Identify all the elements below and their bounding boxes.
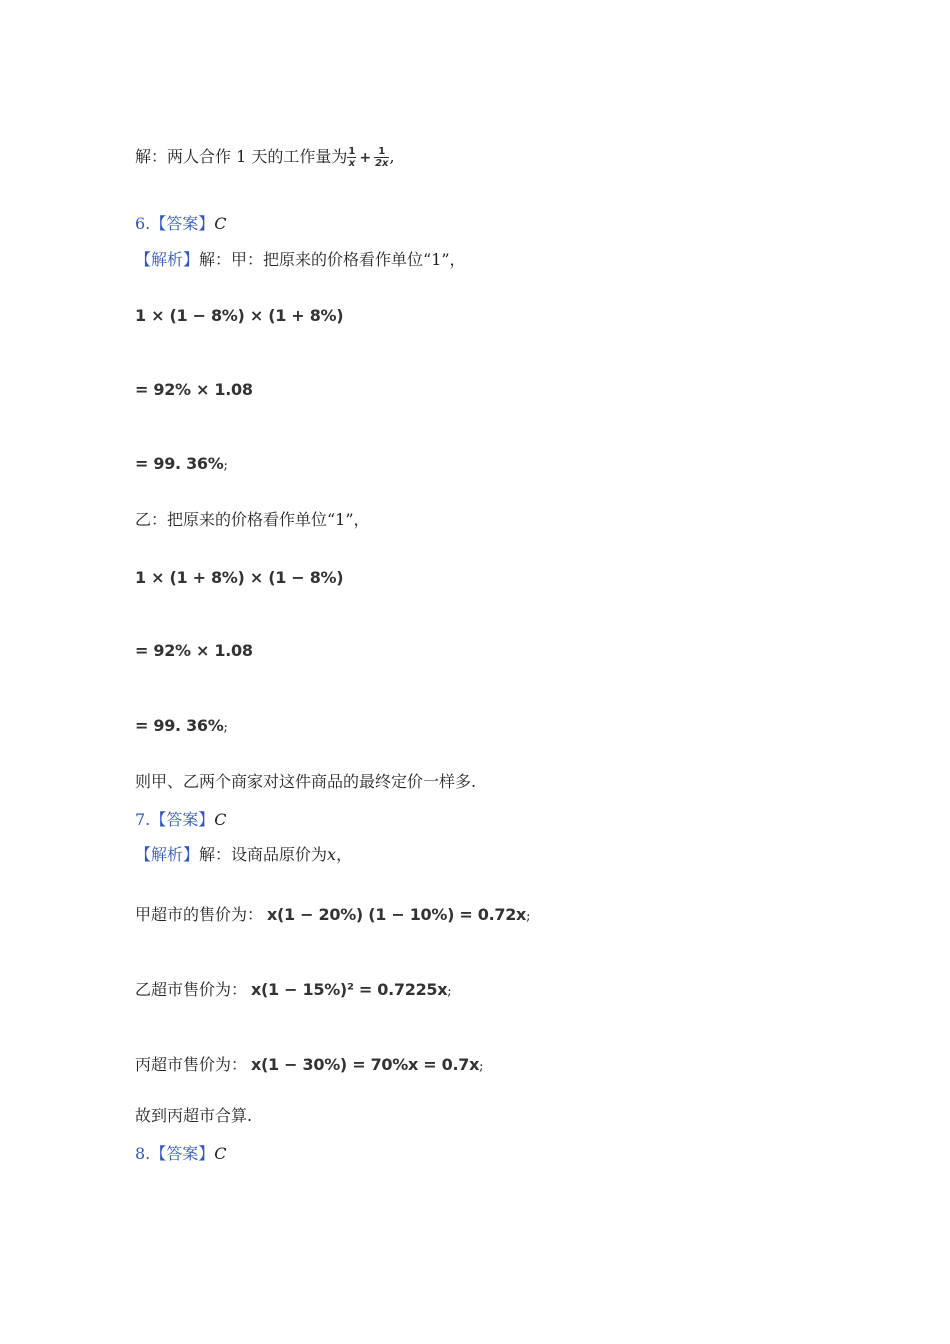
q7-jia-label: 甲超市的售价为： [135, 905, 264, 924]
q6-yi-equation-3: = 99. 36%; [135, 716, 228, 735]
q6-yi-equation-2: = 92% × 1.08 [135, 641, 253, 660]
q5-fraction-1: $\frac{1}{x}$ [348, 146, 356, 169]
q7-answer-tag: 【答案】 [150, 810, 215, 829]
q6-yi-equation-1: 1 × (1 + 8%) × (1 − 8%) [135, 568, 344, 587]
q7-conclusion: 故到丙超市合算. [135, 1106, 253, 1125]
q6-answer: C [214, 214, 227, 233]
q8-number: 8. [135, 1144, 151, 1163]
q6-answer-line [135, 214, 227, 234]
q8-answer: C [214, 1144, 227, 1163]
q7-answer: C [214, 810, 227, 829]
q7-jia-expression: x(1 − 20%) (1 − 10%) = 0.72x [267, 905, 527, 924]
q6-jia-equation-2: = 92% × 1.08 [135, 380, 253, 399]
q7-bing-expression: x(1 − 30%) = 70%x = 0.7x [251, 1055, 480, 1074]
q6-jia-equation-1: 1 × (1 − 8%) × (1 + 8%) [135, 306, 344, 325]
q7-jia-line: 甲超市的售价为： x(1 − 20%) (1 − 10%) = 0.72x; [135, 905, 531, 924]
q6-analysis-tag: 【解析】 [135, 250, 200, 269]
q7-yi-line: 乙超市售价为： x(1 − 15%)² = 0.7225x; [135, 980, 452, 999]
q7-bing-label: 丙超市售价为： [135, 1055, 248, 1074]
q6-yi-text: 乙：把原来的价格看作单位“1”， [135, 510, 370, 529]
q7-yi-label: 乙超市售价为： [135, 980, 248, 999]
q6-conclusion: 则甲、乙两个商家对这件商品的最终定价一样多. [135, 772, 477, 791]
q7-number: 7. [135, 810, 151, 829]
q5-tail: , [389, 147, 395, 166]
q5-text: 解：两人合作 1 天的工作量为 [135, 147, 348, 166]
q6-number: 6. [135, 214, 151, 233]
q7-yi-expression: x(1 − 15%)² = 0.7225x [251, 980, 448, 999]
q5-plus: + [359, 149, 372, 166]
q7-intro: 解：设商品原价为 [199, 845, 328, 864]
q7-analysis-line [135, 845, 352, 865]
q7-intro-tail: ， [336, 845, 353, 864]
q5-fraction-2: $\frac{1}{2x}$ [375, 146, 389, 169]
q6-jia-equation-3: = 99. 36%; [135, 454, 228, 473]
q6-analysis-line [135, 250, 466, 270]
q5-work-line [135, 146, 395, 169]
q7-intro-var: x [327, 845, 337, 864]
q8-answer-line [135, 1144, 227, 1164]
q6-jia-text: 解：甲：把原来的价格看作单位“1”， [199, 250, 466, 269]
q7-bing-line: 丙超市售价为： x(1 − 30%) = 70%x = 0.7x; [135, 1055, 484, 1074]
q7-answer-line [135, 810, 227, 830]
q6-answer-tag: 【答案】 [150, 214, 215, 233]
q7-analysis-tag: 【解析】 [135, 845, 200, 864]
q8-answer-tag: 【答案】 [150, 1144, 215, 1163]
